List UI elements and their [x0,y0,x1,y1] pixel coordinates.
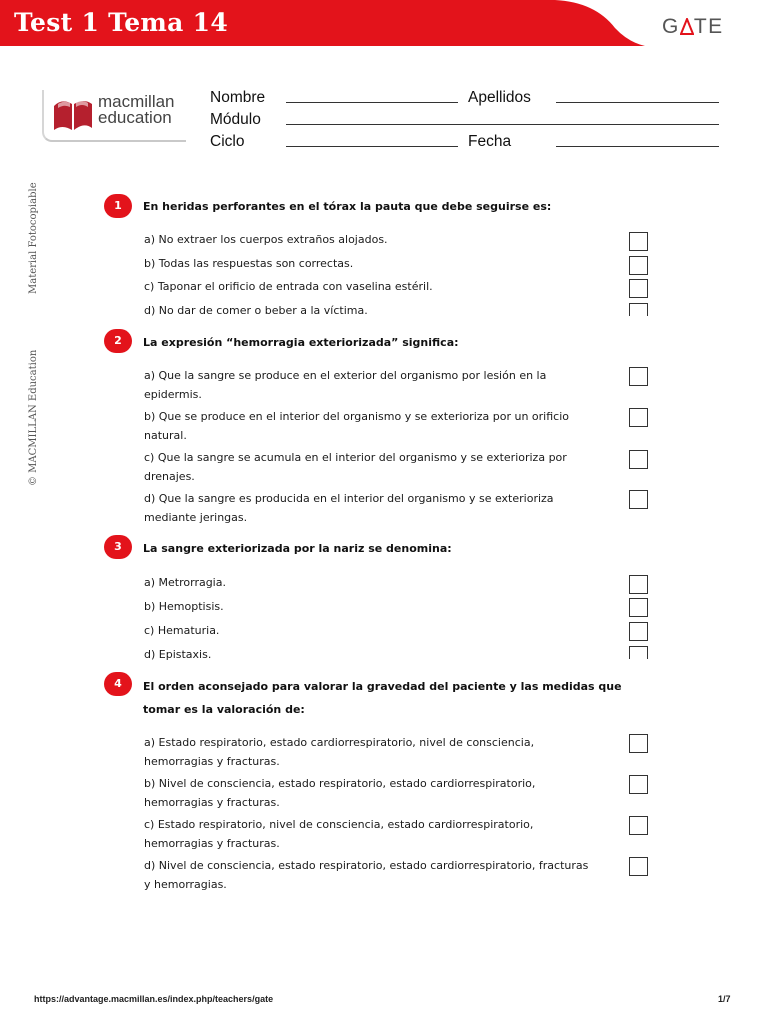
question-2-option-a-checkbox[interactable] [629,367,648,386]
question-4-option-a-checkbox[interactable] [629,734,648,753]
question-3-option-c-checkbox[interactable] [629,622,648,641]
question-1-option-d: d) No dar de comer o beber a la víctima. [144,304,368,317]
name-field[interactable] [286,102,458,103]
surname-field[interactable] [556,102,719,103]
question-1-option-d-checkbox[interactable] [629,303,648,316]
logo-line-macmillan: macmillan [98,92,175,111]
question-3-option-a: a) Metrorragia. [144,576,226,589]
macmillan-logo-text [98,94,175,126]
module-label: Módulo [210,111,261,128]
question-4-option-a: a) Estado respiratorio, estado cardiorrespiratorio, nivel de consciencia, hemorragias y fracturas. [144,736,535,768]
question-1-option-b-checkbox[interactable] [629,256,648,275]
question-3-option-b: b) Hemoptisis. [144,600,224,613]
cycle-label: Ciclo [210,133,245,150]
question-3-option-b-checkbox[interactable] [629,598,648,617]
question-4-option-d: d) Nivel de consciencia, estado respiratorio, estado cardiorrespiratorio, fracturas y hemorragias. [144,859,589,891]
question-3-option-c: c) Hematuria. [144,624,220,637]
question-2-option-a: a) Que la sangre se produce en el exterior del organismo por lesión en la epidermis. [144,369,547,401]
question-4-text: El orden aconsejado para valorar la gravedad del paciente y las medidas que tomar es la valoración de: [143,680,622,716]
question-4-option-c: c) Estado respiratorio, nivel de consciencia, estado cardiorrespiratorio, hemorragias y fracturas. [144,818,534,850]
question-4-option-c-checkbox[interactable] [629,816,648,835]
gate-logo [662,15,724,39]
question-1-number: 1 [104,194,132,218]
question-1-text: En heridas perforantes en el tórax la pauta que debe seguirse es: [143,200,552,213]
question-1-option-c: c) Taponar el orificio de entrada con vaselina estéril. [144,280,433,293]
question-3-number: 3 [104,535,132,559]
copyright-note: © MACMILLAN Education [28,349,39,486]
macmillan-logo [42,90,186,142]
question-3-option-a-checkbox[interactable] [629,575,648,594]
question-1-option-a-checkbox[interactable] [629,232,648,251]
surname-label: Apellidos [468,89,531,106]
question-3-text: La sangre exteriorizada por la nariz se denomina: [143,542,452,555]
footer-url: https://advantage.macmillan.es/index.php/teachers/gate [34,994,274,1004]
question-1-option-c-checkbox[interactable] [629,279,648,298]
question-2-number: 2 [104,329,132,353]
question-4-option-b: b) Nivel de consciencia, estado respiratorio, estado cardiorrespiratorio, hemorragias y fracturas. [144,777,536,809]
question-1-option-a: a) No extraer los cuerpos extraños alojados. [144,233,388,246]
question-3-option-d: d) Epistaxis. [144,648,212,661]
book-pages-icon [52,96,94,132]
logo-line-education: education [98,108,172,127]
gate-logo-text-end: TE [693,15,724,38]
question-2-option-d-checkbox[interactable] [629,490,648,509]
question-4-option-d-checkbox[interactable] [629,857,648,876]
header-band [0,0,768,50]
page-title: Test 1 Tema 14 [14,8,229,37]
question-4-number: 4 [104,672,132,696]
question-2-option-b: b) Que se produce en el interior del organismo y se exterioriza por un orificio natural. [144,410,570,442]
module-field[interactable] [286,124,719,125]
question-2-option-b-checkbox[interactable] [629,408,648,427]
question-4-option-b-checkbox[interactable] [629,775,648,794]
date-label: Fecha [468,133,512,150]
question-2-text: La expresión “hemorragia exteriorizada” significa: [143,336,459,349]
cycle-field[interactable] [286,146,458,147]
question-2-option-d: d) Que la sangre es producida en el interior del organismo y se exterioriza mediante jeringas. [144,492,554,524]
page-number: 1/7 [718,994,731,1004]
question-2-option-c: c) Que la sangre se acumula en el interior del organismo y se exterioriza por drenajes. [144,451,567,483]
question-2-option-c-checkbox[interactable] [629,450,648,469]
date-field[interactable] [556,146,719,147]
question-3-option-d-checkbox[interactable] [629,646,648,659]
gate-logo-text-start: G [662,15,680,38]
question-1-option-b: b) Todas las respuestas son correctas. [144,257,354,270]
name-label: Nombre [210,89,266,106]
photocopiable-note: Material Fotocopiable [28,182,39,294]
triangle-a-icon [680,15,694,39]
